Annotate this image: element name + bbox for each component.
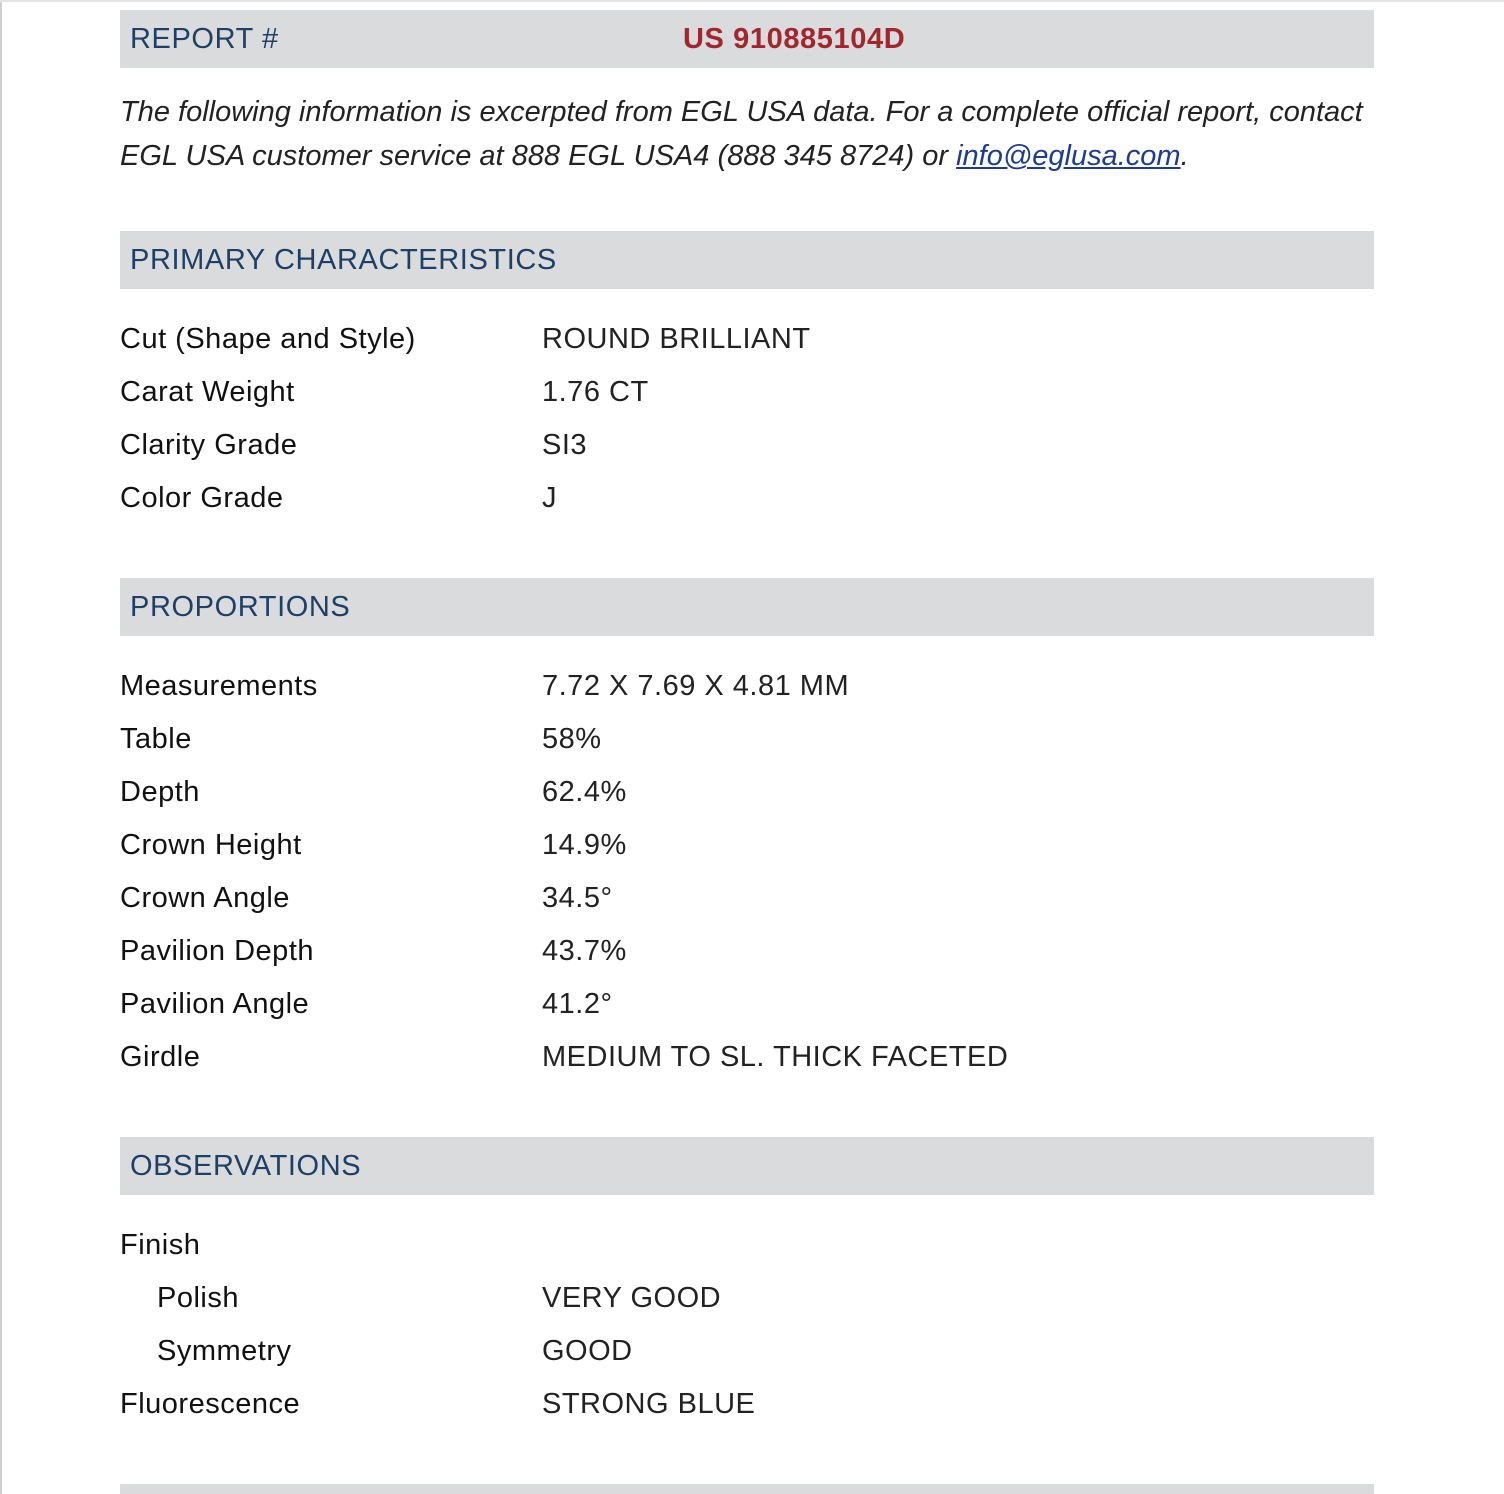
row-label: Symmetry [157, 1335, 292, 1367]
row-value: STRONG BLUE [542, 1388, 756, 1420]
primary-row-carat [120, 372, 1374, 412]
intro-text: The following information is excerpted from EGL USA data. For a complete official report, contact EGL USA customer service at 888 EGL USA4 (888 345 8724) or [120, 96, 1363, 172]
row-value: 7.72 X 7.69 X 4.81 MM [542, 670, 850, 702]
row-value: SI3 [542, 429, 588, 461]
section-header-primary [120, 231, 1374, 289]
row-label: Pavilion Depth [120, 935, 314, 967]
proportions-row-pavilion-depth [120, 931, 1374, 971]
row-value: 62.4% [542, 776, 627, 808]
report-number: US 910885104D [683, 22, 906, 55]
intro-trailing: . [1180, 140, 1189, 172]
section-title-primary: PRIMARY CHARACTERISTICS [130, 243, 557, 276]
row-value: 1.76 CT [542, 376, 649, 408]
proportions-row-pavilion-angle [120, 984, 1374, 1024]
row-value: 58% [542, 723, 602, 755]
primary-row-clarity [120, 425, 1374, 465]
section-header-next-partial [120, 1484, 1374, 1494]
row-value: 41.2° [542, 988, 613, 1020]
row-label: Color Grade [120, 482, 284, 514]
proportions-row-girdle [120, 1037, 1374, 1077]
page-left-border [0, 0, 2, 1494]
page-top-border [0, 0, 1504, 2]
proportions-row-crown-angle [120, 878, 1374, 918]
row-value: ROUND BRILLIANT [542, 323, 811, 355]
section-title-observations: OBSERVATIONS [130, 1149, 362, 1182]
report-number-bar [120, 10, 1374, 68]
row-label: Finish [120, 1229, 201, 1261]
report-label: REPORT # [130, 22, 279, 55]
section-header-proportions [120, 578, 1374, 636]
row-value: 43.7% [542, 935, 627, 967]
proportions-row-measurements [120, 666, 1374, 706]
proportions-row-table [120, 719, 1374, 759]
section-header-observations [120, 1137, 1374, 1195]
row-label: Clarity Grade [120, 429, 298, 461]
row-value: GOOD [542, 1335, 633, 1367]
observations-row-fluorescence [120, 1384, 1374, 1424]
observations-row-symmetry [120, 1331, 1374, 1371]
observations-row-polish [120, 1278, 1374, 1318]
primary-row-cut [120, 319, 1374, 359]
row-value: MEDIUM TO SL. THICK FACETED [542, 1041, 1009, 1073]
row-label: Table [120, 723, 192, 755]
row-value: VERY GOOD [542, 1282, 722, 1314]
email-link[interactable]: info@eglusa.com [956, 140, 1181, 172]
primary-row-color [120, 478, 1374, 518]
proportions-row-crown-height [120, 825, 1374, 865]
row-value: J [542, 482, 557, 514]
section-title-proportions: PROPORTIONS [130, 590, 351, 623]
row-label: Girdle [120, 1041, 201, 1073]
row-value: 34.5° [542, 882, 613, 914]
proportions-row-depth [120, 772, 1374, 812]
row-value: 14.9% [542, 829, 627, 861]
row-label: Fluorescence [120, 1388, 301, 1420]
row-label: Measurements [120, 670, 318, 702]
observations-row-finish [120, 1225, 1374, 1265]
row-label: Pavilion Angle [120, 988, 310, 1020]
row-label: Carat Weight [120, 376, 295, 408]
row-label: Crown Height [120, 829, 302, 861]
intro-paragraph [120, 90, 1374, 178]
row-label: Polish [157, 1282, 239, 1314]
row-label: Cut (Shape and Style) [120, 323, 416, 355]
row-label: Crown Angle [120, 882, 290, 914]
row-label: Depth [120, 776, 200, 808]
